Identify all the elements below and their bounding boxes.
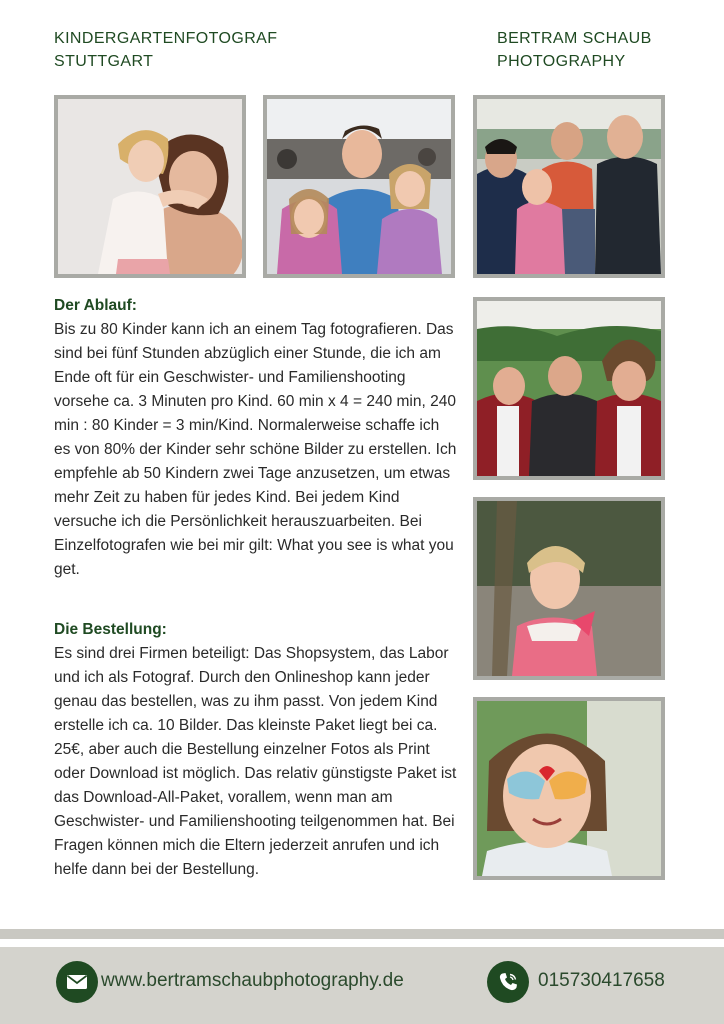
header-left (54, 27, 277, 73)
photo-girl-facepaint (473, 697, 665, 880)
brand-subtitle: PHOTOGRAPHY (497, 53, 626, 70)
header-title: KINDERGARTENFOTOGRAF (54, 30, 278, 47)
section-ablauf-body: Bis zu 80 Kinder kann ich an einem Tag fotografieren. Das sind bei fünf Stunden abzüglich einer Stunde, die ich am Ende oft für ein Geschwister- und Familienshooting vorsehe ca. 3 Minuten pro Kind. 60 min x 4 = 240 min, 240 min : 80 Kinder = 3 min/Kind. Normalerweise schaffe ich es von 80% der Kinder sehr schöne Bilder zu erstellen. Ich empfehle ab 50 Kindern zwei Tage anzusetzen, um etwas mehr Zeit zu haben für jedes Kind. Bei jedem Kind versuche ich die Persönlichkeit herauszuarbeiten. Bei Einzelfotografen wie bei mir gilt: What you see is what you get. (54, 321, 457, 578)
footer (0, 947, 724, 1024)
photo-girl-outdoor (473, 497, 665, 680)
photo-mother-daughter (54, 95, 246, 278)
section-bestellung-title: Die Bestellung: (54, 621, 167, 638)
photo-father-daughters (263, 95, 455, 278)
section-bestellung-body: Es sind drei Firmen beteiligt: Das Shopsystem, das Labor und ich als Fotograf. Durch den Onlineshop kann jeder genau das bestellen, was zu ihm passt. Von jedem Kind erstelle ich ca. 10 Bilder. Das kleinste Paket liegt bei ca. 25€, aber auch die Bestellung einzelner Fotos als Print oder Download ist möglich. Das relativ günstigste Paket ist das Download-All-Paket, vorallem, wenn man am Geschwister- und Familienshooting teilgenommen hat. Bei Fragen können mich die Eltern jederzeit anrufen und ich helfe dann bei der Bestellung. (54, 645, 457, 878)
header-right (497, 27, 652, 73)
brand-name: BERTRAM SCHAUB (497, 30, 652, 47)
website-link[interactable]: www.bertramschaubphotography.de (101, 970, 404, 991)
section-bestellung (54, 618, 459, 882)
footer-divider (0, 929, 724, 939)
photo-men-trio (473, 297, 665, 480)
header-subtitle: STUTTGART (54, 53, 154, 70)
section-ablauf-title: Der Ablauf: (54, 297, 137, 314)
section-ablauf (54, 294, 459, 582)
mail-icon (56, 961, 98, 1003)
photo-family (473, 95, 665, 278)
phone-number[interactable]: 015730417658 (538, 970, 665, 991)
phone-icon (487, 961, 529, 1003)
